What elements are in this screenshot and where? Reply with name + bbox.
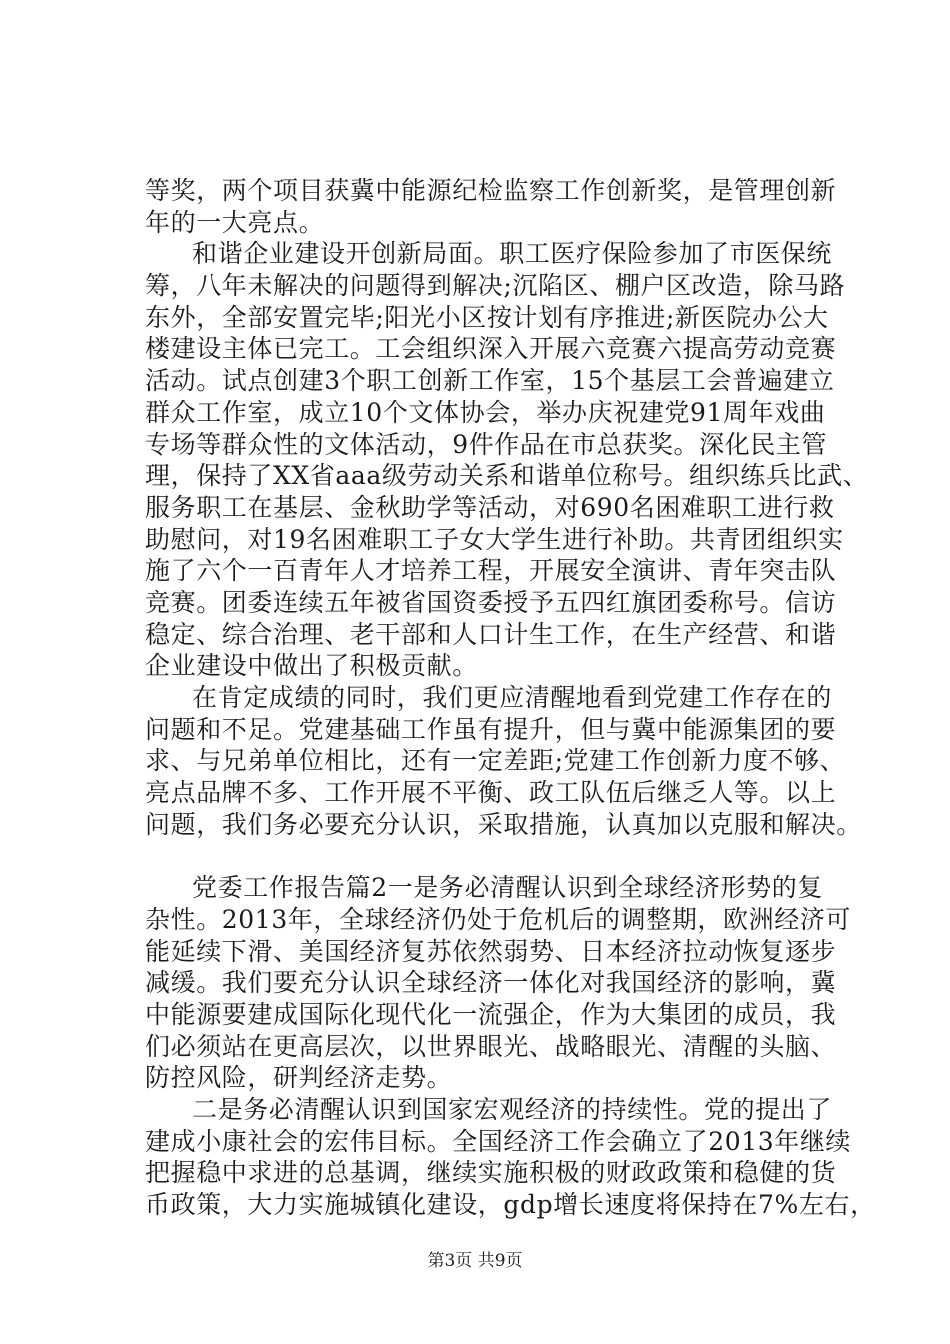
text-line: 防控风险，研判经济走势。 bbox=[145, 1063, 453, 1093]
text-line: 建成小康社会的宏伟目标。全国经济工作会确立了2013年继续 bbox=[145, 1126, 852, 1156]
page-footer: 第3页 共9页 bbox=[427, 1251, 523, 1271]
paragraph-gap bbox=[145, 840, 845, 872]
text-line: 施了六个一百青年人才培养工程，开展安全演讲、青年突击队 bbox=[145, 556, 837, 586]
text-line: 企业建设中做出了积极贡献。 bbox=[145, 651, 478, 681]
text-line: 和谐企业建设开创新局面。职工医疗保险参加了市医保统 bbox=[192, 239, 833, 269]
text-line: 问题，我们务必要充分认识，采取措施，认真加以克服和解决。 bbox=[145, 809, 862, 839]
text-line: 理，保持了XX省aaa级劳动关系和谐单位称号。组织练兵比武、 bbox=[145, 461, 869, 491]
text-line: 年的一大亮点。 bbox=[145, 207, 325, 237]
text-line: 等奖，两个项目获冀中能源纪检监察工作创新奖，是管理创新 bbox=[145, 176, 837, 205]
text-line: 中能源要建成国际化现代化一流强企，作为大集团的成员，我 bbox=[145, 999, 837, 1029]
text-line: 筹，八年未解决的问题得到解决;沉陷区、棚户区改造，除马路 bbox=[145, 271, 846, 301]
text-line: 能延续下滑、美国经济复苏依然弱势、日本经济拉动恢复逐步 bbox=[145, 936, 837, 966]
text-line: 助慰问，对19名困难职工子女大学生进行补助。共青团组织实 bbox=[145, 524, 844, 554]
text-line: 活动。试点创建3个职工创新工作室，15个基层工会普遍建立 bbox=[145, 366, 835, 396]
text-line: 楼建设主体已完工。工会组织深入开展六竞赛六提高劳动竞赛 bbox=[145, 334, 837, 364]
text-line: 亮点品牌不多、工作开展不平衡、政工队伍后继乏人等。以上 bbox=[145, 778, 837, 808]
text-line: 在肯定成绩的同时，我们更应清醒地看到党建工作存在的 bbox=[192, 683, 833, 712]
text-line: 把握稳中求进的总基调，继续实施积极的财政政策和稳健的货 bbox=[145, 1158, 837, 1188]
text-line: 二是务必清醒认识到国家宏观经济的持续性。党的提出了 bbox=[192, 1094, 833, 1124]
text-line: 稳定、综合治理、老干部和人口计生工作，在生产经营、和谐 bbox=[145, 619, 837, 649]
text-line: 减缓。我们要充分认识全球经济一体化对我国经济的影响，冀 bbox=[145, 968, 837, 998]
text-line: 竞赛。团委连续五年被省国资委授予五四红旗团委称号。信访 bbox=[145, 587, 837, 617]
text-line: 党委工作报告篇2一是务必清醒认识到全球经济形势的复 bbox=[192, 873, 823, 903]
text-line: 东外，全部安置完毕;阳光小区按计划有序推进;新医院办公大 bbox=[145, 302, 829, 332]
text-line: 杂性。2013年，全球经济仍处于危机后的调整期，欧洲经济可 bbox=[145, 904, 852, 934]
body-text bbox=[145, 175, 876, 1221]
text-line: 们必须站在更高层次，以世界眼光、战略眼光、清醒的头脑、 bbox=[145, 1031, 837, 1061]
text-line: 求、与兄弟单位相比，还有一定差距;党建工作创新力度不够、 bbox=[145, 746, 846, 776]
text-line: 服务职工在基层、金秋助学等活动，对690名困难职工进行救 bbox=[145, 492, 835, 522]
text-line: 币政策，大力实施城镇化建设，gdp增长速度将保持在7%左右， bbox=[145, 1190, 876, 1219]
text-line: 专场等群众性的文体活动，9件作品在市总获奖。深化民主管 bbox=[145, 429, 828, 459]
text-line: 问题和不足。党建基础工作虽有提升，但与冀中能源集团的要 bbox=[145, 714, 837, 744]
text-line: 群众工作室，成立10个文体协会，举办庆祝建党91周年戏曲 bbox=[145, 397, 826, 427]
